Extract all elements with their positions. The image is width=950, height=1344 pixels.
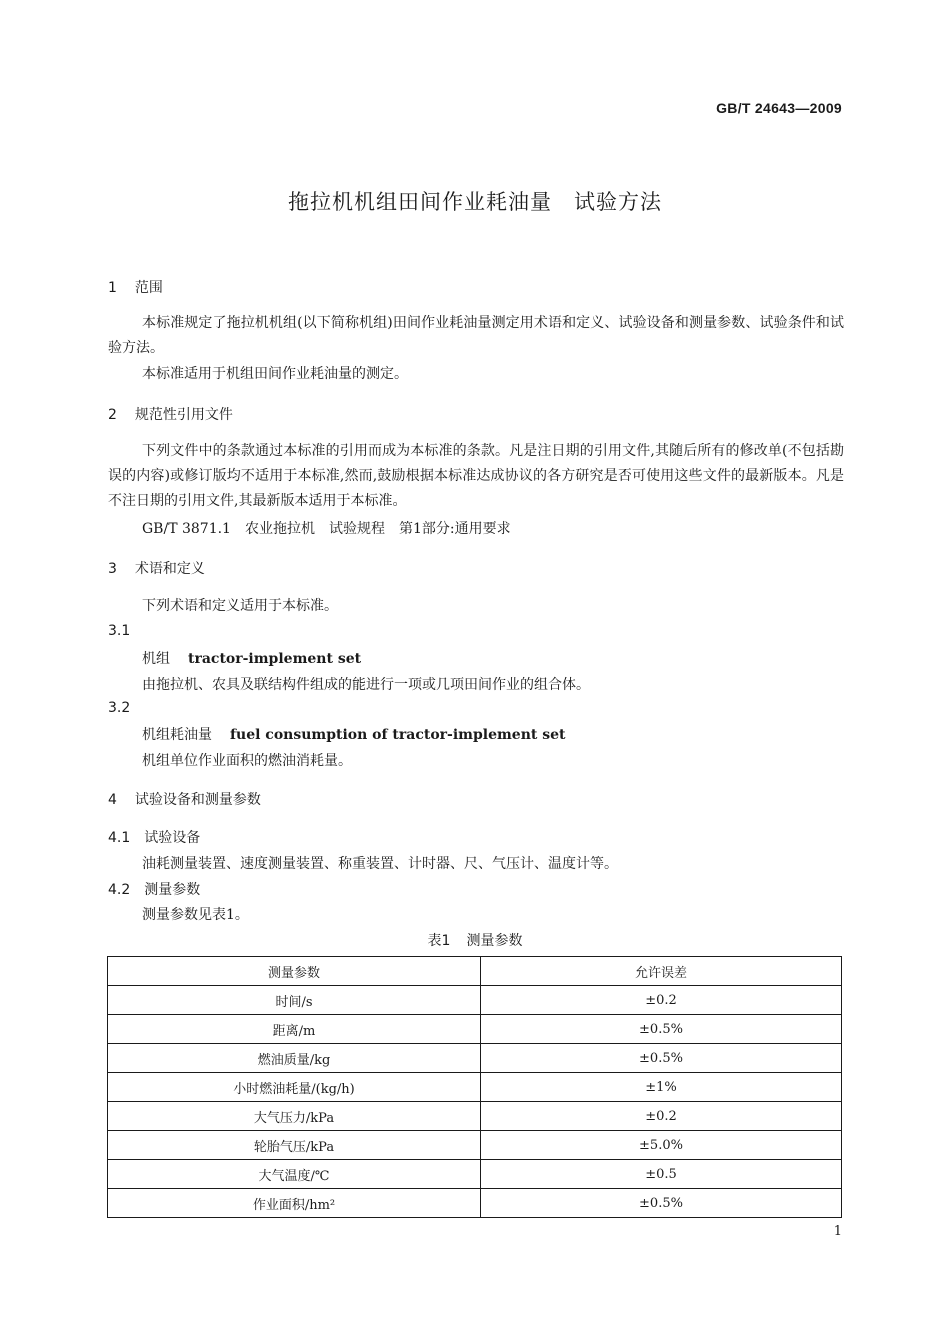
table-title: 测量参数 bbox=[466, 933, 523, 949]
parameter-cell: 时间/s bbox=[108, 986, 481, 1015]
subsection-4-2-text: 测量参数见表1。 bbox=[142, 907, 249, 923]
section-number: 1 bbox=[108, 280, 117, 296]
table-row bbox=[108, 1189, 842, 1218]
term-english: tractor-implement set bbox=[188, 651, 362, 667]
tolerance-cell: ±5.0% bbox=[481, 1131, 842, 1160]
tolerance-cell: ±1% bbox=[481, 1073, 842, 1102]
table-row bbox=[108, 1102, 842, 1131]
table-row bbox=[108, 1015, 842, 1044]
section-title: 术语和定义 bbox=[134, 561, 205, 577]
table-header-row bbox=[108, 957, 842, 986]
section-1-heading bbox=[108, 277, 163, 297]
tolerance-cell: ±0.5 bbox=[481, 1160, 842, 1189]
section-number: 2 bbox=[108, 407, 117, 423]
tolerance-cell: ±0.5% bbox=[481, 1189, 842, 1218]
section-2-paragraph-1: 下列文件中的条款通过本标准的引用而成为本标准的条款。凡是注日期的引用文件,其随后所有的修改单(不包括勘误的内容)或修订版均不适用于本标准,然而,鼓励根据本标准达成协议的各方研究是否可使用这些文件的最新版本。凡是不注日期的引用文件,其最新版本适用于本标准。 bbox=[108, 443, 844, 509]
section-title: 试验设备和测量参数 bbox=[134, 792, 261, 808]
term-chinese: 机组耗油量 bbox=[142, 727, 212, 743]
term-english: fuel consumption of tractor-implement set bbox=[230, 727, 566, 743]
subsection-number: 4.1 bbox=[108, 830, 131, 846]
section-1-paragraph-2: 本标准适用于机组田间作业耗油量的测定。 bbox=[142, 366, 408, 382]
term-definition: 由拖拉机、农具及联结构件组成的能进行一项或几项田间作业的组合体。 bbox=[142, 677, 590, 693]
table-row bbox=[108, 1073, 842, 1102]
tolerance-cell: ±0.2 bbox=[481, 1102, 842, 1131]
document-title: 拖拉机机组田间作业耗油量 试验方法 bbox=[288, 190, 662, 214]
table-row bbox=[108, 1131, 842, 1160]
section-title: 范围 bbox=[134, 280, 163, 296]
parameter-cell: 燃油质量/kg bbox=[108, 1044, 481, 1073]
page-number: 1 bbox=[833, 1224, 842, 1239]
tolerance-cell: ±0.5% bbox=[481, 1044, 842, 1073]
column-header: 允许误差 bbox=[481, 957, 842, 986]
section-4-heading bbox=[108, 789, 261, 809]
section-1-paragraph-1: 本标准规定了拖拉机机组(以下简称机组)田间作业耗油量测定用术语和定义、试验设备和测量参数、试验条件和试验方法。 bbox=[108, 315, 844, 356]
table-row bbox=[108, 1160, 842, 1189]
parameter-cell: 轮胎气压/kPa bbox=[108, 1131, 481, 1160]
parameter-cell: 作业面积/hm² bbox=[108, 1189, 481, 1218]
section-2-heading bbox=[108, 404, 233, 424]
table-row bbox=[108, 1044, 842, 1073]
parameter-cell: 小时燃油耗量/(kg/h) bbox=[108, 1073, 481, 1102]
measurement-parameters-table bbox=[107, 956, 842, 1218]
subsection-4-1-heading bbox=[108, 827, 200, 847]
term-number: 3.2 bbox=[108, 700, 131, 716]
section-3-heading bbox=[108, 558, 205, 578]
parameter-cell: 距离/m bbox=[108, 1015, 481, 1044]
parameter-cell: 大气压力/kPa bbox=[108, 1102, 481, 1131]
table-caption bbox=[0, 930, 950, 950]
parameter-cell: 大气温度/℃ bbox=[108, 1160, 481, 1189]
standard-code: GB/T 24643—2009 bbox=[716, 100, 842, 116]
subsection-title: 试验设备 bbox=[144, 830, 201, 846]
column-header: 测量参数 bbox=[108, 957, 481, 986]
subsection-4-2-heading bbox=[108, 879, 200, 899]
term-title bbox=[142, 648, 361, 668]
term-title bbox=[142, 724, 566, 744]
term-definition: 机组单位作业面积的燃油消耗量。 bbox=[142, 753, 352, 769]
tolerance-cell: ±0.5% bbox=[481, 1015, 842, 1044]
section-3-intro: 下列术语和定义适用于本标准。 bbox=[142, 598, 338, 614]
subsection-title: 测量参数 bbox=[144, 882, 201, 898]
section-title: 规范性引用文件 bbox=[134, 407, 233, 423]
tolerance-cell: ±0.2 bbox=[481, 986, 842, 1015]
normative-reference: GB/T 3871.1 农业拖拉机 试验规程 第1部分:通用要求 bbox=[142, 521, 511, 537]
section-number: 4 bbox=[108, 792, 117, 808]
subsection-4-1-text: 油耗测量装置、速度测量装置、称重装置、计时器、尺、气压计、温度计等。 bbox=[142, 856, 618, 872]
subsection-number: 4.2 bbox=[108, 882, 131, 898]
table-row bbox=[108, 986, 842, 1015]
term-number: 3.1 bbox=[108, 623, 131, 639]
table-number: 表1 bbox=[427, 933, 451, 949]
term-chinese: 机组 bbox=[142, 651, 170, 667]
section-number: 3 bbox=[108, 561, 117, 577]
